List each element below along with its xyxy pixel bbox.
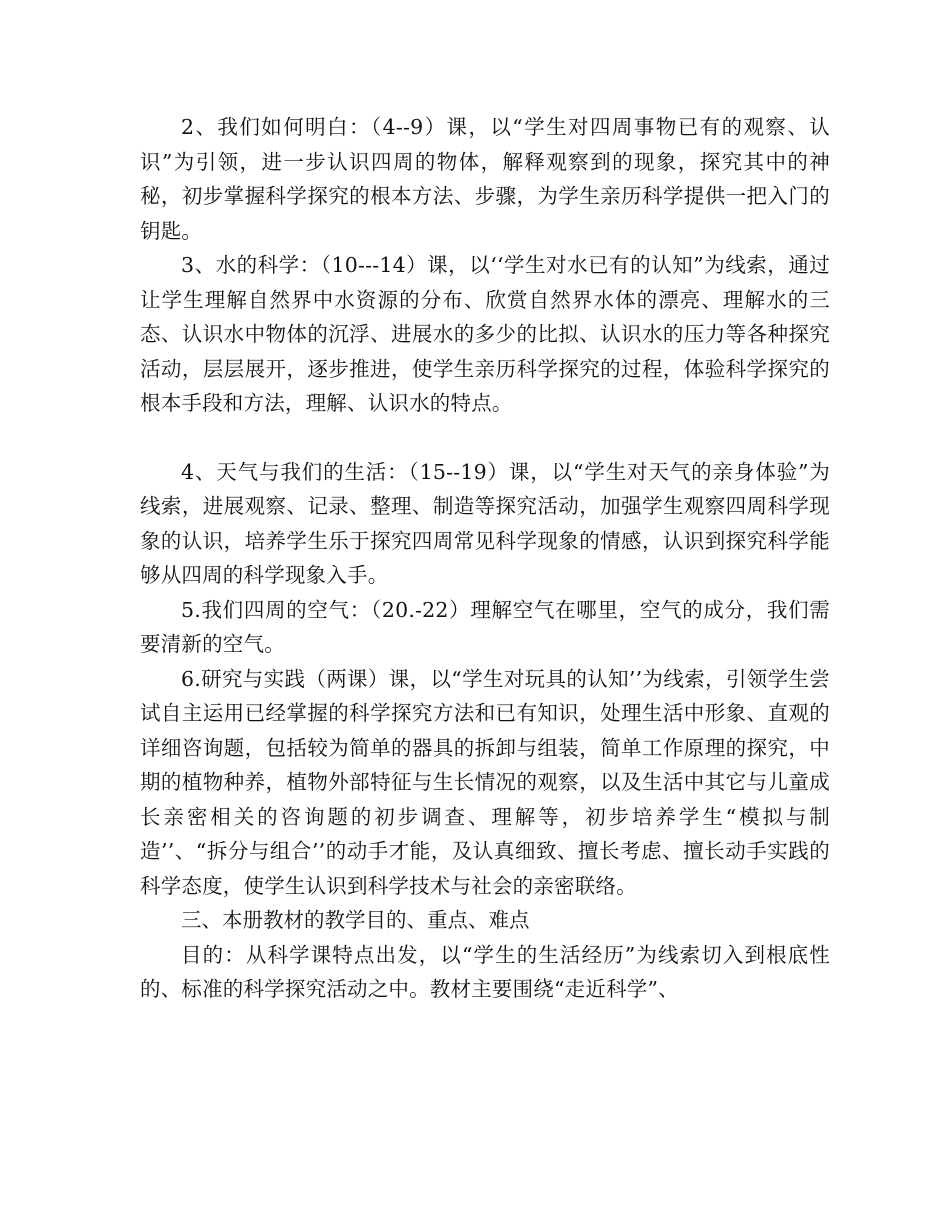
document-body: [140, 110, 830, 1007]
paragraph-gap: [140, 421, 830, 455]
paragraph-lesson-6: 6.研究与实践（两课）课，以“学生对玩具的认知’’为线索，引领学生尝试自主运用已经掌握的科学探究方法和已有知识，处理生活中形象、直观的详细咨询题，包括较为简单的器具的拆卸与组装，简单工作原理的探究，中期的植物种养，植物外部特征与生长情况的观察，以及生活中其它与儿童成长亲密相关的咨询题的初步调查、理解等，初步培养学生“模拟与制造’’、“拆分与组合’’的动手才能，及认真细致、擅长考虑、擅长动手实践的科学态度，使学生认识到科学技术与社会的亲密联络。: [140, 666, 830, 898]
paragraph-lesson-4: 4、天气与我们的生活：（15--19）课，以“学生对天气的亲身体验”为线索，进展观察、记录、整理、制造等探究活动，加强学生观察四周科学现象的认识，培养学生乐于探究四周常见科学现象的情感，认识到探究科学能够从四周的科学现象入手。: [140, 459, 830, 587]
paragraph-objectives: 目的：从科学课特点出发，以“学生的生活经历”为线索切入到根底性的、标准的科学探究活动之中。教材主要围绕“走近科学”、: [140, 942, 830, 1001]
paragraph-lesson-3: 3、水的科学：（10---14）课，以‘‘学生对水已有的认知”为线索，通过让学生理解自然界中水资源的分布、欣赏自然界水体的漂亮、理解水的三态、认识水中物体的沉浮、进展水的多少的比拟、认识水的压力等各种探究活动，层层展开，逐步推进，使学生亲历科学探究的过程，体验科学探究的根本手段和方法，理解、认识水的特点。: [140, 253, 830, 415]
paragraph-lesson-2: 2、我们如何明白：（4--9）课，以“学生对四周事物已有的观察、认识”为引领，进一步认识四周的物体，解释观察到的现象，探究其中的神秘，初步掌握科学探究的根本方法、步骤，为学生亲历科学提供一把入门的钥匙。: [140, 115, 830, 243]
section-heading: 三、本册教材的教学目的、重点、难点: [181, 908, 530, 932]
paragraph-lesson-5: 5.我们四周的空气：（20.-22）理解空气在哪里，空气的成分，我们需要清新的空气。: [140, 597, 830, 656]
